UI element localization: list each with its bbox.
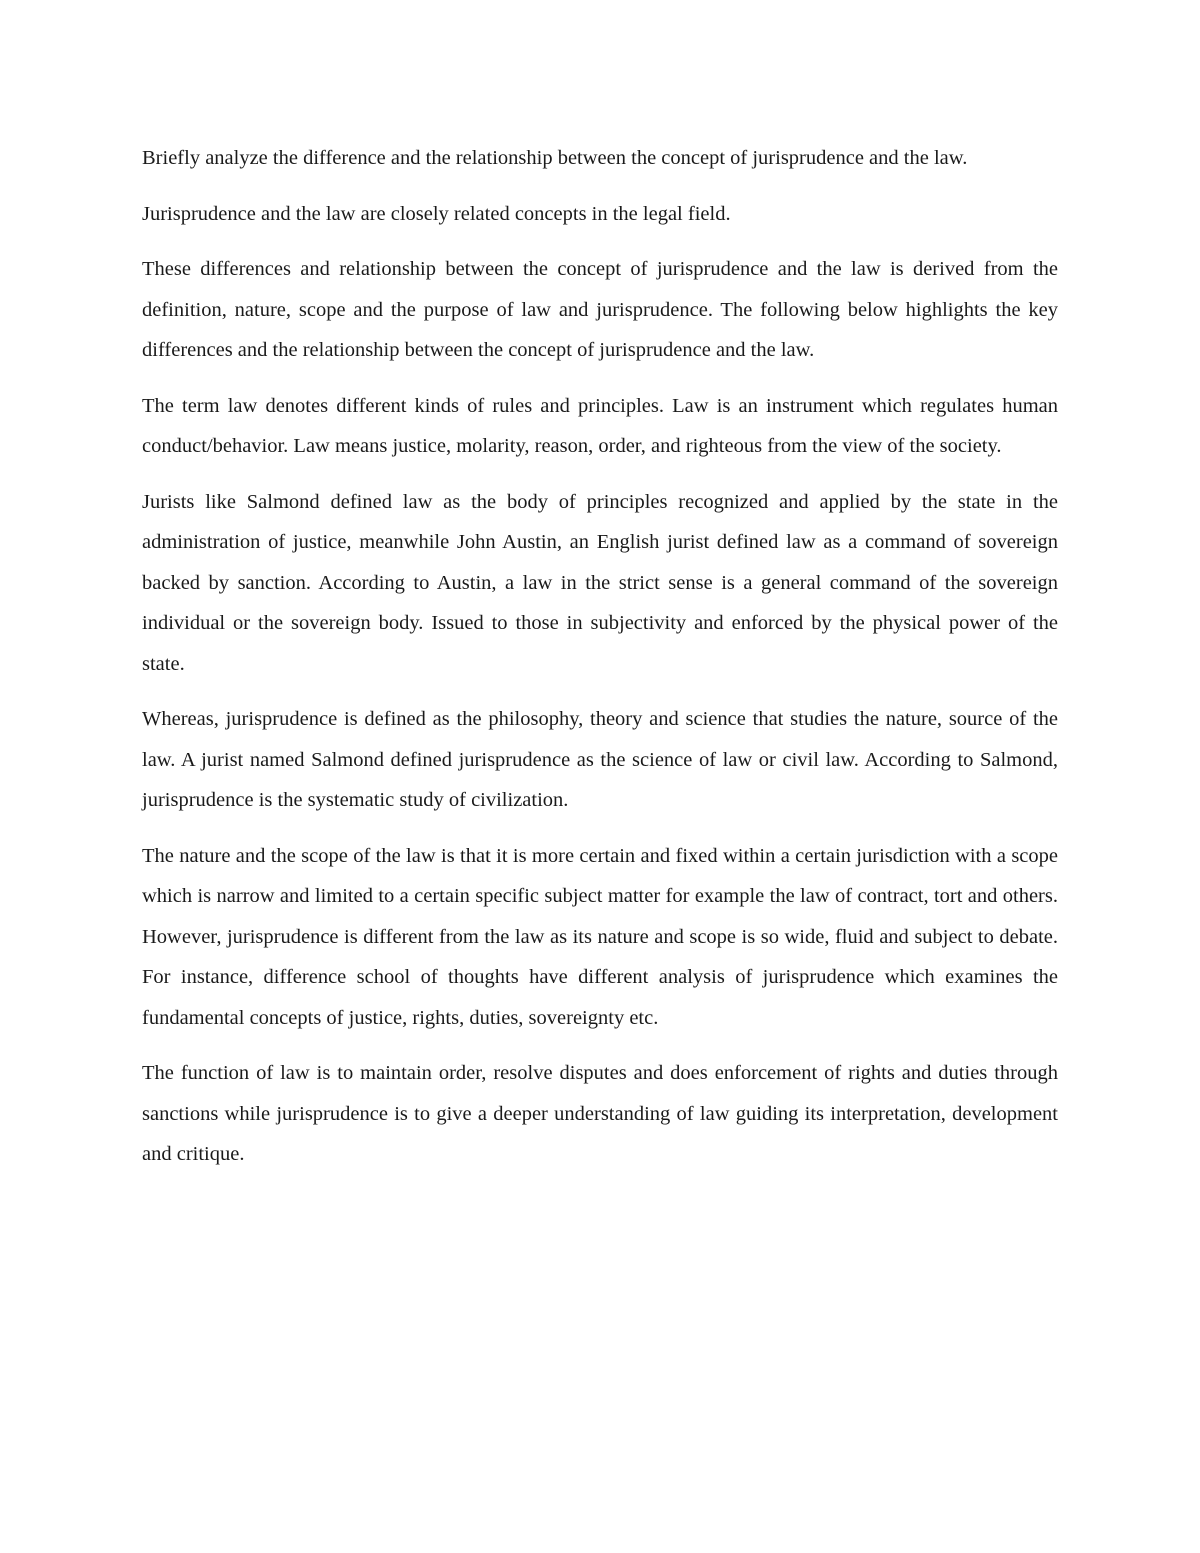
- question-paragraph: Briefly analyze the difference and the relationship between the concept of jurisprudence and the law.: [142, 147, 968, 169]
- body-paragraph: These differences and relationship between the concept of jurisprudence and the law is derived from the definition, nature, scope and the purpose of law and jurisprudence. The following below highlights the key differences and the relationship between the concept of jurisprudence and the law.: [142, 258, 1058, 361]
- body-paragraph: The function of law is to maintain order, resolve disputes and does enforcement of rights and duties through sanctions while jurisprudence is to give a deeper understanding of law guiding its interpretation, development and critique.: [142, 1062, 1058, 1165]
- body-paragraph: Jurisprudence and the law are closely related concepts in the legal field.: [142, 202, 731, 225]
- body-paragraph: Whereas, jurisprudence is defined as the philosophy, theory and science that studies the nature, source of the law. A jurist named Salmond defined jurisprudence as the science of law or civil law. According to Salmond, jurisprudence is the systematic study of civilization.: [142, 708, 1058, 811]
- document-body: [142, 138, 1058, 1190]
- body-paragraph: Jurists like Salmond defined law as the body of principles recognized and applied by the state in the administration of justice, meanwhile John Austin, an English jurist defined law as a command of sovereign backed by sanction. According to Austin, a law in the strict sense is a general command of the sovereign individual or the sovereign body. Issued to those in subjectivity and enforced by the physical power of the state.: [142, 490, 1058, 675]
- body-paragraph: The term law denotes different kinds of rules and principles. Law is an instrument which regulates human conduct/behavior. Law means justice, molarity, reason, order, and righteous from the view of the society.: [142, 394, 1058, 457]
- body-paragraph: The nature and the scope of the law is that it is more certain and fixed within a certain jurisdiction with a scope which is narrow and limited to a certain specific subject matter for example the law of contract, tort and others. However, jurisprudence is different from the law as its nature and scope is so wide, fluid and subject to debate. For instance, difference school of thoughts have different analysis of jurisprudence which examines the fundamental concepts of justice, rights, duties, sovereignty etc.: [142, 844, 1058, 1029]
